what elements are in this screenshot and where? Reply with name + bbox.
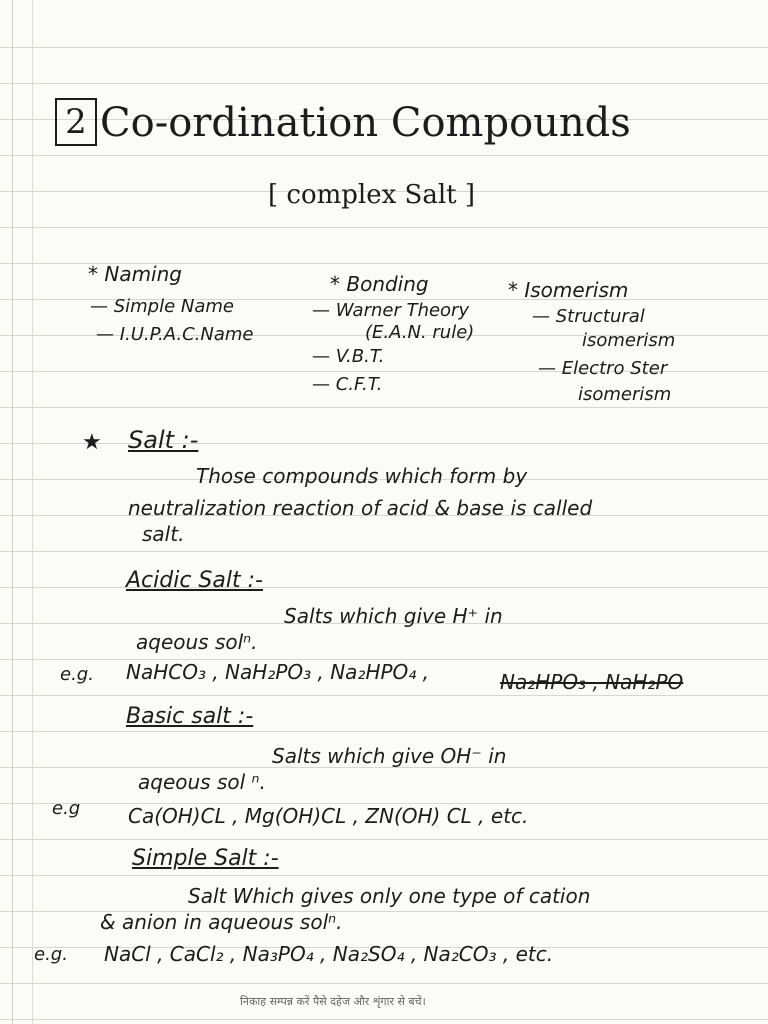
isomerism-item-2: isomerism xyxy=(582,330,676,351)
simple-examples: NaCl , CaCl₂ , Na₃PO₄ , Na₂SO₄ , Na₂CO₃ , etc. xyxy=(104,942,554,966)
naming-item-1: — Simple Name xyxy=(90,296,235,317)
naming-heading: * Naming xyxy=(88,262,182,286)
basic-eg-label: e.g xyxy=(52,798,81,819)
isomerism-heading: * Isomerism xyxy=(508,278,629,302)
bonding-heading: * Bonding xyxy=(330,272,429,296)
salt-def-line-3: salt. xyxy=(142,522,185,546)
isomerism-item-1: — Structural xyxy=(532,306,645,327)
chapter-number-box: 2 xyxy=(55,98,97,146)
salt-heading: Salt :- xyxy=(128,426,199,454)
salt-def-line-1: Those compounds which form by xyxy=(196,464,528,488)
bonding-item-4: — C.F.T. xyxy=(312,374,383,395)
basic-salt-heading: Basic salt :- xyxy=(126,704,254,729)
acidic-examples: NaHCO₃ , NaH₂PO₃ , Na₂HPO₄ , xyxy=(126,660,430,684)
basic-def-line-2: aqeous sol ⁿ. xyxy=(138,770,266,794)
margin-line xyxy=(12,0,13,1024)
simple-salt-heading: Simple Salt :- xyxy=(132,846,279,871)
simple-def-line-2: & anion in aqueous solⁿ. xyxy=(100,910,343,934)
bonding-item-1: — Warner Theory xyxy=(312,300,470,321)
basic-def-line-1: Salts which give OH⁻ in xyxy=(272,744,507,768)
page-footer: निकाह सम्पन्न करें पैसे दहेज और शृंगार से बचें। xyxy=(240,995,426,1008)
chapter-title: Co-ordination Compounds xyxy=(100,100,631,146)
basic-examples: Ca(OH)CL , Mg(OH)CL , ZN(OH) CL , etc. xyxy=(128,804,529,828)
acidic-crossed-examples: Na₂HPO₃ , NaH₂PO xyxy=(500,670,684,694)
acidic-salt-heading: Acidic Salt :- xyxy=(126,568,263,593)
simple-def-line-1: Salt Which gives only one type of cation xyxy=(188,884,591,908)
star-icon: ★ xyxy=(82,430,102,455)
acidic-eg-label: e.g. xyxy=(60,664,94,685)
salt-def-line-2: neutralization reaction of acid & base is called xyxy=(128,496,593,520)
isomerism-item-4: isomerism xyxy=(578,384,672,405)
isomerism-item-3: — Electro Ster xyxy=(538,358,668,379)
simple-eg-label: e.g. xyxy=(34,944,68,965)
naming-item-2: — I.U.P.A.C.Name xyxy=(96,324,254,345)
bonding-item-3: — V.B.T. xyxy=(312,346,385,367)
bonding-item-2: (E.A.N. rule) xyxy=(365,322,475,343)
chapter-subtitle: [ complex Salt ] xyxy=(268,180,476,210)
margin-line-inner xyxy=(32,0,33,1024)
acidic-def-line-1: Salts which give H⁺ in xyxy=(284,604,503,628)
acidic-def-line-2: aqeous solⁿ. xyxy=(136,630,258,654)
